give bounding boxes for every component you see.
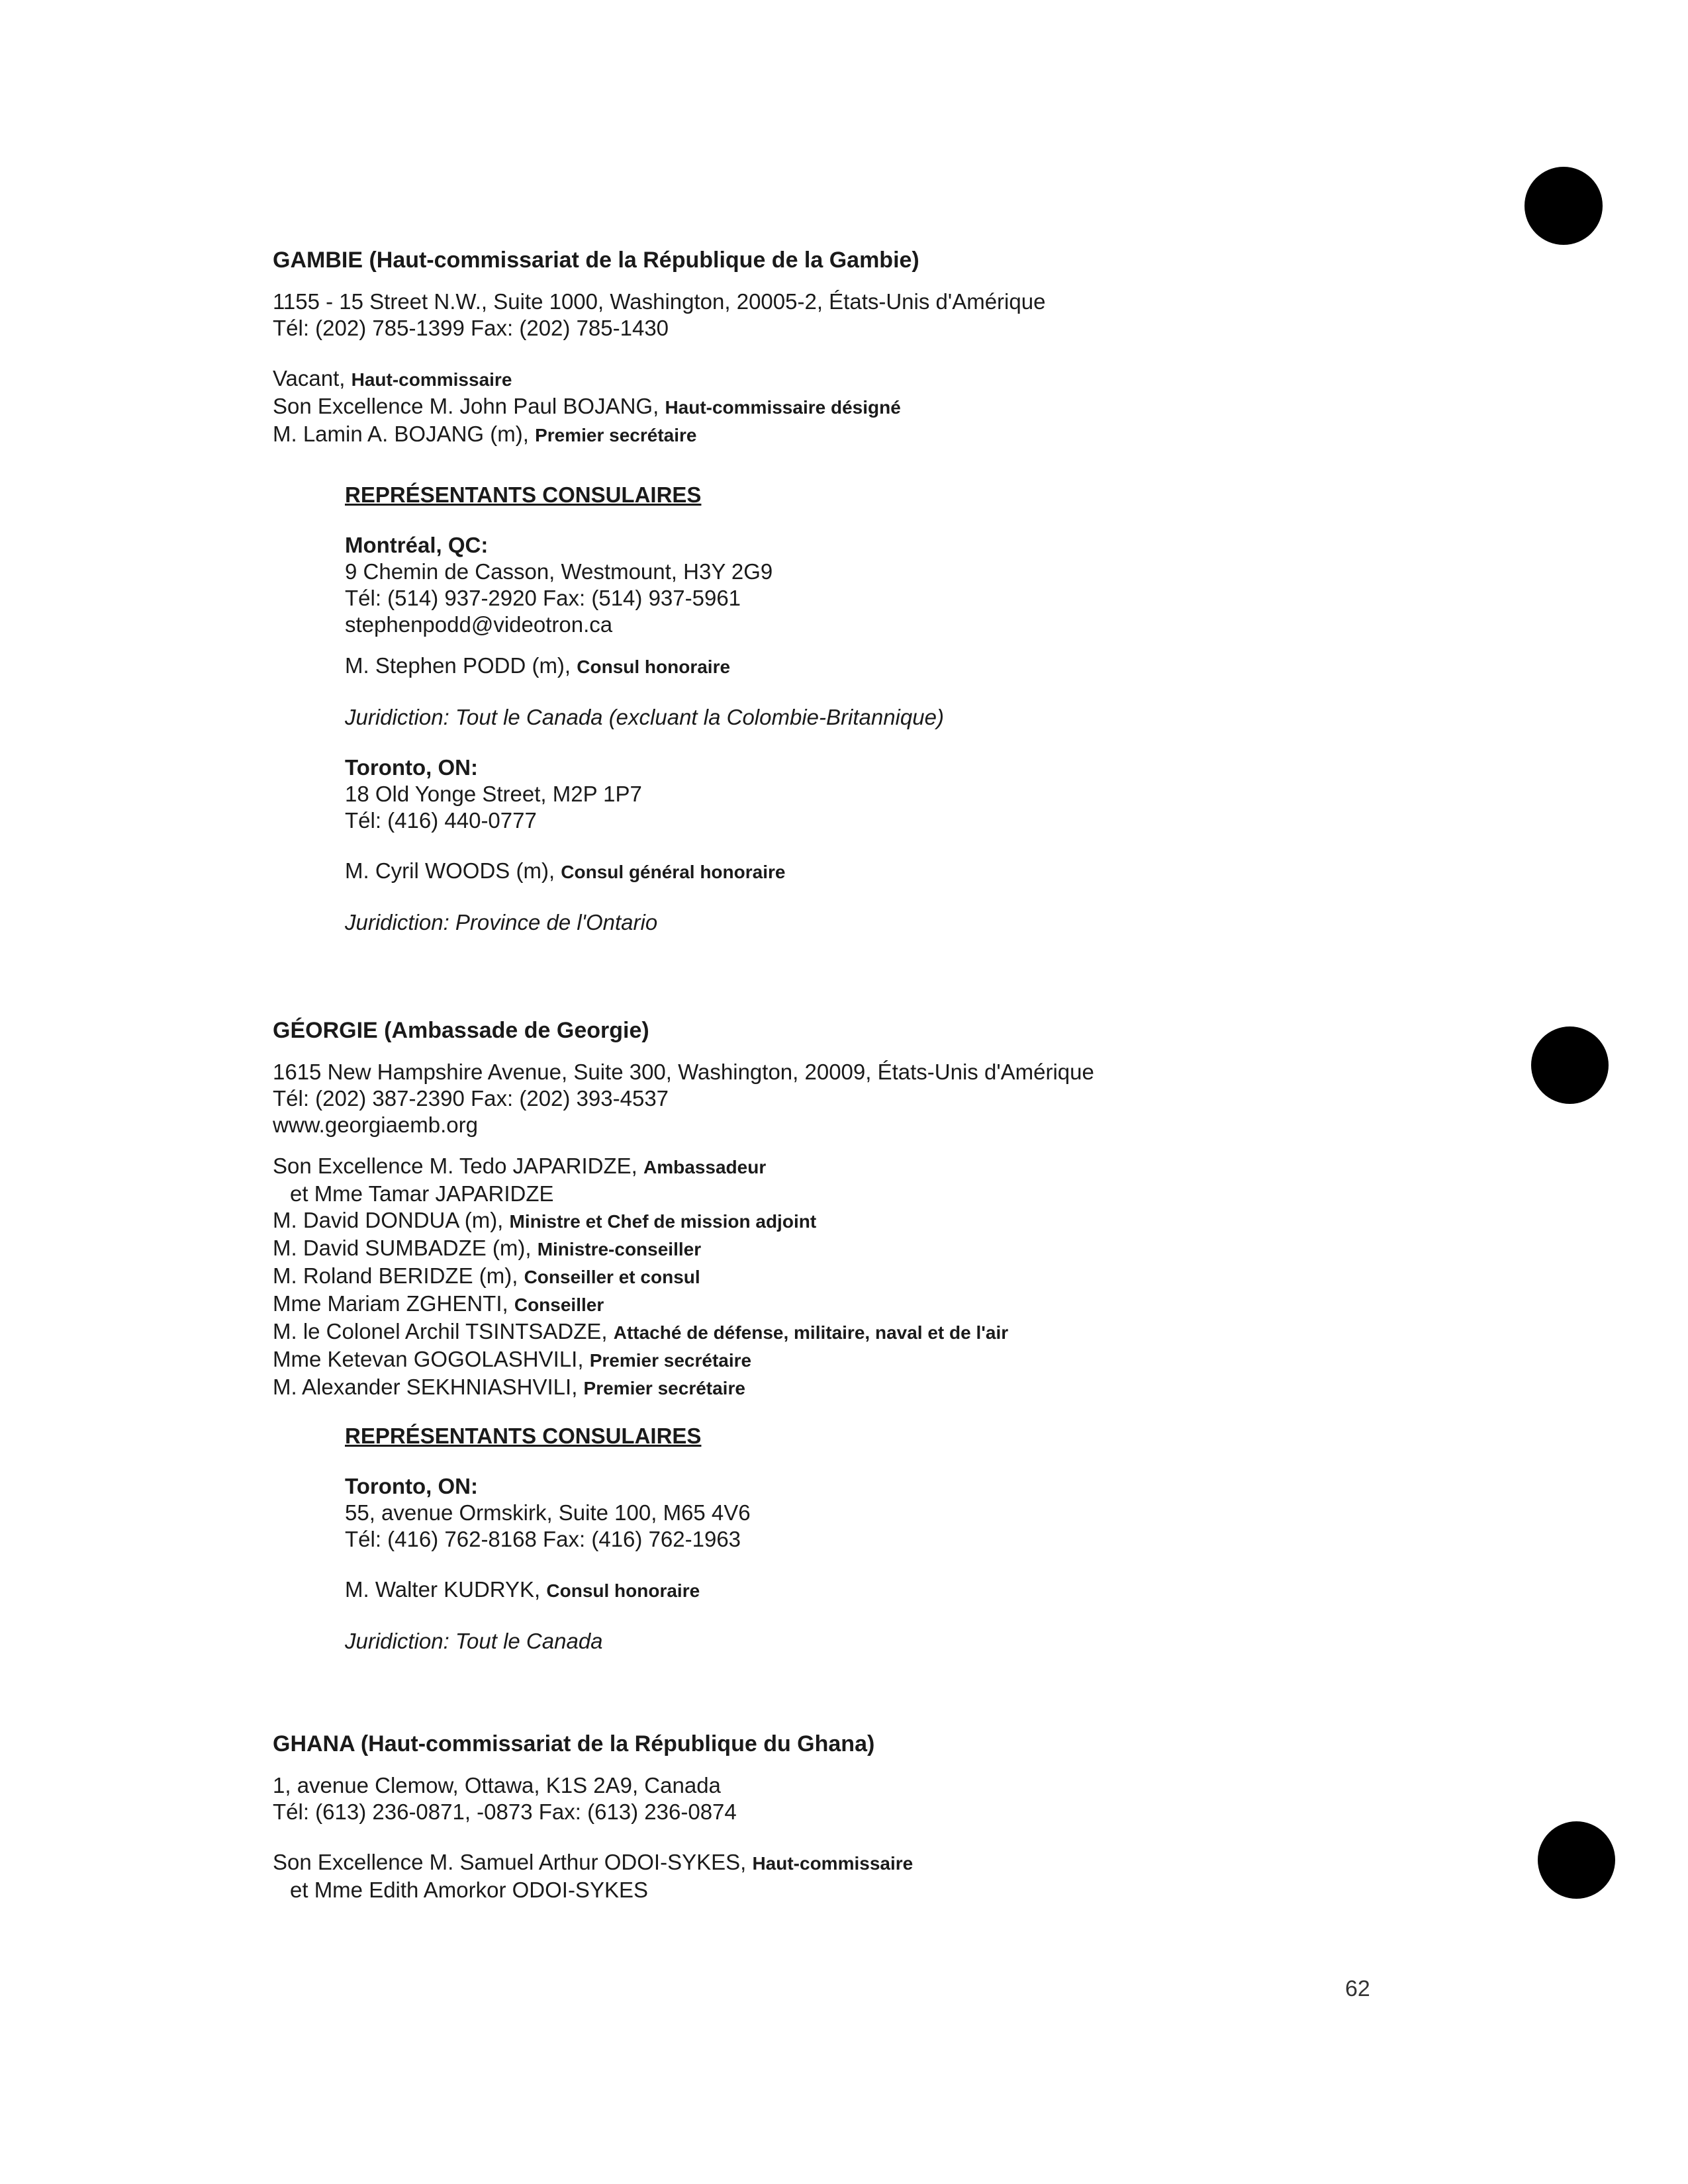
person-name: M. David SUMBADZE (m), bbox=[273, 1236, 538, 1260]
person-role: Haut-commissaire désigné bbox=[665, 397, 901, 418]
ghana-heading: GHANA (Haut-commissariat de la République du Ghana) bbox=[273, 1731, 875, 1756]
georgia-person bbox=[273, 1207, 1530, 1235]
office-phone: Tél: (416) 440-0777 bbox=[345, 808, 537, 833]
person-name: M. David DONDUA (m), bbox=[273, 1208, 510, 1232]
ghana-person bbox=[273, 1849, 1530, 1877]
gambia-person bbox=[273, 393, 1530, 421]
georgia-person bbox=[273, 1291, 1530, 1318]
gambia-person bbox=[273, 421, 1530, 449]
gambia-address: 1155 - 15 Street N.W., Suite 1000, Washington, 20005-2, États-Unis d'Amérique bbox=[273, 289, 1046, 314]
person-name: et Mme Edith Amorkor ODOI-SYKES bbox=[290, 1878, 648, 1902]
person-name: M. Stephen PODD (m), bbox=[345, 653, 577, 678]
office-jurisdiction: Juridiction: Tout le Canada (excluant la Colombie-Britannique) bbox=[345, 705, 944, 729]
gambia-person bbox=[273, 365, 1530, 393]
person-name: Mme Mariam ZGHENTI, bbox=[273, 1291, 514, 1316]
office-phone: Tél: (416) 762-8168 Fax: (416) 762-1963 bbox=[345, 1527, 741, 1551]
office-address: 9 Chemin de Casson, Westmount, H3Y 2G9 bbox=[345, 559, 773, 584]
person-name: M. Walter KUDRYK, bbox=[345, 1577, 547, 1602]
person-role: Conseiller bbox=[514, 1295, 604, 1315]
office-person bbox=[345, 653, 1470, 680]
georgia-heading: GÉORGIE (Ambassade de Georgie) bbox=[273, 1018, 649, 1043]
ghana-section bbox=[273, 1730, 1530, 1903]
person-name: et Mme Tamar JAPARIDZE bbox=[290, 1181, 554, 1206]
office-address: 18 Old Yonge Street, M2P 1P7 bbox=[345, 782, 642, 806]
person-role: Haut-commissaire bbox=[351, 369, 512, 390]
georgia-website: www.georgiaemb.org bbox=[273, 1113, 478, 1137]
ghana-spouse bbox=[273, 1877, 1530, 1903]
gambia-section bbox=[273, 246, 1530, 449]
office-city: Toronto, ON: bbox=[345, 1474, 478, 1498]
office-city: Montréal, QC: bbox=[345, 533, 489, 557]
person-name: M. Alexander SEKHNIASHVILI, bbox=[273, 1375, 584, 1399]
gambia-heading: GAMBIE (Haut-commissariat de la République de la Gambie) bbox=[273, 248, 919, 273]
georgia-spouse bbox=[273, 1181, 1530, 1207]
office-city: Toronto, ON: bbox=[345, 755, 478, 780]
person-name: M. Cyril WOODS (m), bbox=[345, 858, 561, 883]
office-person bbox=[345, 1576, 1470, 1604]
person-name: Son Excellence M. John Paul BOJANG, bbox=[273, 394, 665, 418]
person-name: Son Excellence M. Tedo JAPARIDZE, bbox=[273, 1154, 644, 1178]
office-email: stephenpodd@videotron.ca bbox=[345, 612, 613, 637]
office-address: 55, avenue Ormskirk, Suite 100, M65 4V6 bbox=[345, 1500, 751, 1525]
georgia-person bbox=[273, 1153, 1530, 1181]
office-phone: Tél: (514) 937-2920 Fax: (514) 937-5961 bbox=[345, 586, 741, 610]
person-role: Conseiller et consul bbox=[524, 1267, 700, 1287]
georgia-person bbox=[273, 1374, 1530, 1402]
person-role: Ministre et Chef de mission adjoint bbox=[509, 1211, 817, 1232]
office-jurisdiction: Juridiction: Tout le Canada bbox=[345, 1629, 603, 1653]
person-role: Consul honoraire bbox=[546, 1580, 700, 1601]
person-name: M. Roland BERIDZE (m), bbox=[273, 1263, 524, 1288]
person-role: Haut-commissaire bbox=[752, 1853, 914, 1874]
punch-hole-middle bbox=[1531, 1026, 1609, 1104]
georgia-phone: Tél: (202) 387-2390 Fax: (202) 393-4537 bbox=[273, 1086, 669, 1111]
person-name: M. Lamin A. BOJANG (m), bbox=[273, 422, 536, 446]
georgia-address: 1615 New Hampshire Avenue, Suite 300, Washington, 20009, États-Unis d'Amérique bbox=[273, 1060, 1094, 1084]
ghana-address: 1, avenue Clemow, Ottawa, K1S 2A9, Canada bbox=[273, 1773, 721, 1797]
georgia-person bbox=[273, 1346, 1530, 1374]
georgia-section bbox=[273, 1017, 1530, 1402]
office-person bbox=[345, 858, 1470, 886]
person-role: Consul général honoraire bbox=[561, 862, 786, 882]
person-role: Attaché de défense, militaire, naval et de l'air bbox=[613, 1322, 1009, 1343]
gambia-consular bbox=[345, 482, 1470, 936]
punch-hole-top bbox=[1524, 167, 1603, 245]
consular-title: REPRÉSENTANTS CONSULAIRES bbox=[345, 482, 702, 507]
georgia-consular bbox=[345, 1423, 1470, 1655]
office-jurisdiction: Juridiction: Province de l'Ontario bbox=[345, 910, 658, 934]
georgia-person bbox=[273, 1235, 1530, 1263]
georgia-person bbox=[273, 1263, 1530, 1291]
person-role: Premier secrétaire bbox=[535, 425, 697, 445]
person-name: M. le Colonel Archil TSINTSADZE, bbox=[273, 1319, 614, 1343]
gambia-phone: Tél: (202) 785-1399 Fax: (202) 785-1430 bbox=[273, 316, 669, 340]
punch-hole-bottom bbox=[1538, 1821, 1615, 1899]
page-number: 62 bbox=[1345, 1976, 1370, 2001]
person-role: Ministre-conseiller bbox=[537, 1239, 702, 1259]
person-role: Premier secrétaire bbox=[589, 1350, 752, 1371]
person-name: Mme Ketevan GOGOLASHVILI, bbox=[273, 1347, 590, 1371]
person-role: Ambassadeur bbox=[643, 1157, 767, 1177]
consular-title: REPRÉSENTANTS CONSULAIRES bbox=[345, 1424, 702, 1448]
person-name: Vacant, bbox=[273, 366, 352, 390]
ghana-phone: Tél: (613) 236-0871, -0873 Fax: (613) 236-0874 bbox=[273, 1799, 737, 1824]
georgia-person bbox=[273, 1318, 1530, 1346]
person-name: Son Excellence M. Samuel Arthur ODOI-SYKES, bbox=[273, 1850, 753, 1874]
person-role: Premier secrétaire bbox=[583, 1378, 745, 1398]
person-role: Consul honoraire bbox=[577, 657, 731, 677]
